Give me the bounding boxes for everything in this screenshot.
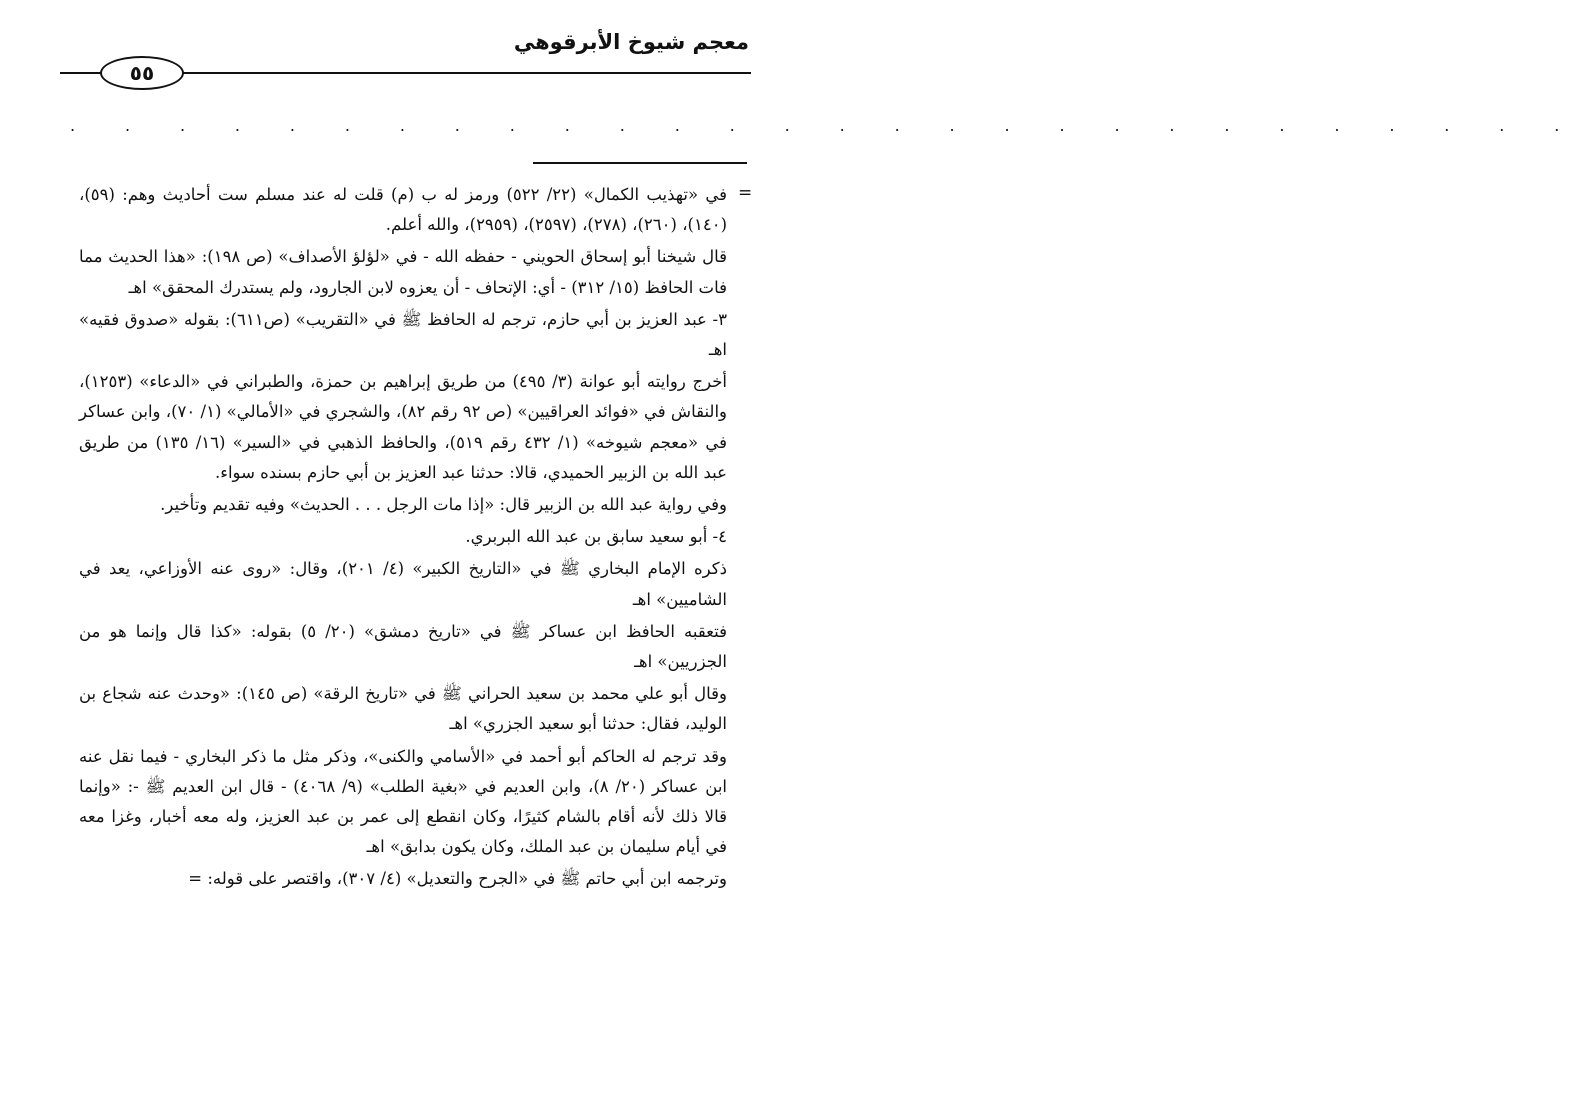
continuation-mark-top: = [738,183,753,203]
paragraph-harrani: وقال أبو علي محمد بن سعيد الحراني ﷺ في «تاريخ الرقة» (ص ١٤٥): «وحدث عنه شجاع بن الوليد، فقال: حدثنا أبو سعيد الجزري» اهـ [79,684,728,734]
continuation-mark-bottom: = [188,869,203,889]
paragraph-hakim: وقد ترجم له الحاكم أبو أحمد في «الأسامي والكنى»، وذكر مثل ما ذكر البخاري - فيما نقل عنه ابن عساكر (٢٠/ ٨)، وابن العديم في «بغية الطلب» (٩/ ٤٠٦٨) - قال ابن العديم ﷺ -: «وإنما قالا ذلك لأنه أقام بالشام كثيرًا، وكان انقطع إلى عمر بن عبد العزيز، وله معه أخبار، وغزا معه في أيام سليمان بن عبد الملك، وكان يكون بدابق» اهـ [79,746,728,857]
paragraph-tahdhib: في «تهذيب الكمال» (٢٢/ ٥٢٢) ورمز له ب (م) قلت له عند مسلم ست أحاديث وهم: (٥٩)، (١٤٠)، (٢٦٠)، (٢٧٨)، (٢٥٩٧)، (٢٩٥٩)، والله أعلم. [79,185,727,235]
paragraph-riwaya: وفي رواية عبد الله بن الزبير قال: «إذا مات الرجل . . . الحديث» وفيه تقديم وتأخير. [160,495,727,515]
footnote-rule [533,162,747,164]
paragraph-entry-3: ٣- عبد العزيز بن أبي حازم، ترجم له الحافظ ﷺ في «التقريب» (ص٦١١): بقوله «صدوق فقيه» اهـ [79,309,727,360]
footnote-body [79,180,727,895]
footnote-dotted-separator: . . . . . . . . . . . . . . . . . . . . . . . . . . . . [70,116,1582,135]
paragraph-ibn-abi-hatim [79,864,727,894]
paragraph-takhrij: أخرج روايته أبو عوانة (٣/ ٤٩٥) من طريق إبراهيم بن حمزة، والطبراني في «الدعاء» (١٢٥٣)، والنقاش في «فوائد العراقيين» (ص ٩٢ رقم ٨٢)، والشجري في «الأمالي» (١/ ٧٠)، وابن عساكر في «معجم شيوخه» (١/ ٤٣٢ رقم ٥١٩)، والحافظ الذهبي في «السير» (١٦/ ١٣٥) من طريق عبد الله بن الزبير الحميدي، قالا: حدثنا عبد العزيز بن أبي حازم بسنده سواء. [79,372,728,482]
running-header-title: معجم شيوخ الأبرقوهي [513,30,749,54]
paragraph-huwaini: قال شيخنا أبو إسحاق الحويني - حفظه الله - في «لؤلؤ الأصداف» (ص ١٩٨): «هذا الحديث مما فات الحافظ (١٥/ ٣١٢) - أي: الإتحاف - أن يعزوه لابن الجارود، ولم يستدرك المحقق» اهـ [79,247,727,297]
paragraph-bukhari: ذكره الإمام البخاري ﷺ في «التاريخ الكبير» (٤/ ٢٠١)، وقال: «روى عنه الأوزاعي، يعد في الشاميين» اهـ [79,559,727,609]
page-number: ٥٥ [100,56,184,90]
paragraph-entry-4: ٤- أبو سعيد سابق بن عبد الله البربري. [465,527,727,547]
paragraph-ibn-asakir: فتعقبه الحافظ ابن عساكر ﷺ في «تاريخ دمشق» (٢٠/ ٥) بقوله: «كذا قال وإنما هو من الجزريين» اهـ [79,621,727,672]
paragraph-ibn-abi-hatim-text: وترجمه ابن أبي حاتم ﷺ في «الجرح والتعديل» (٤/ ٣٠٧)، واقتصر على قوله: [207,869,727,889]
